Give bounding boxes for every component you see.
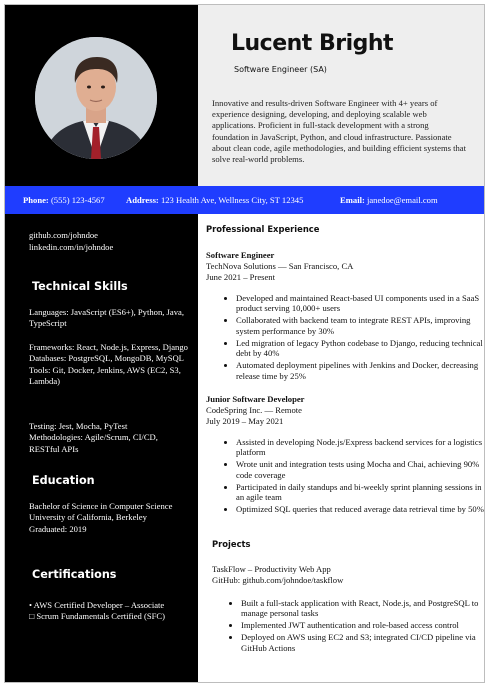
project-bullets: [223, 598, 485, 655]
skills-block-1: [29, 307, 189, 330]
phone-label: Phone:: [23, 195, 49, 205]
certification-item: • AWS Certified Developer – Associate: [29, 600, 165, 610]
list-item: • Collaborated with backend team to integrate REST APIs, improving system performance by 30%: [236, 315, 485, 336]
skills-block-3: [29, 421, 189, 455]
certifications-heading: Certifications: [32, 568, 117, 581]
contact-bar: [5, 186, 484, 214]
resume-page: [4, 4, 485, 683]
education-block: [29, 501, 189, 535]
github-link[interactable]: github.com/johndoe: [29, 230, 98, 240]
list-item: • Assisted in developing Node.js/Express backend services for a logistics platform: [236, 437, 485, 458]
skill-languages: Languages: JavaScript (ES6+), Python, Java, TypeScript: [29, 307, 184, 329]
skills-block-2: [29, 342, 189, 387]
certification-item: □ Scrum Fundamentals Certified (SFC): [29, 611, 165, 621]
summary-text: Innovative and results-driven Software Engineer with 4+ years of experience designing, developing, and deploying scalable web applications. Proficient in full-stack development with a strong foundation in JavaScript, Python, and cloud infrastructure. Passionate about clean code, agile methodologies, and building efficient systems that solve real-world problems.: [212, 98, 467, 165]
skills-heading: Technical Skills: [32, 280, 128, 293]
skill-frameworks: Frameworks: React, Node.js, Express, Django: [29, 342, 188, 352]
education-school: University of California, Berkeley: [29, 512, 147, 523]
address-value: 123 Health Ave, Wellness City, ST 12345: [160, 195, 304, 205]
profile-links: [29, 230, 113, 253]
profile-photo: [35, 37, 157, 159]
email-value[interactable]: janedoe@email.com: [366, 195, 438, 205]
list-item: • Optimized SQL queries that reduced average data retrieval time by 50%: [236, 504, 485, 514]
job-2-header: [206, 394, 476, 426]
education-graduated: Graduated: 2019: [29, 523, 87, 534]
job-1-bullets: [218, 293, 485, 383]
list-item: • Built a full-stack application with React, Node.js, and PostgreSQL to manage personal tasks: [241, 598, 485, 619]
job-1-header: [206, 250, 476, 282]
job-company: CodeSpring Inc. — Remote: [206, 404, 302, 415]
contact-address: [126, 195, 303, 205]
project-github[interactable]: GitHub: github.com/johndoe/taskflow: [212, 574, 344, 585]
certifications-list: [29, 600, 194, 622]
skill-methodologies: Methodologies: Agile/Scrum, CI/CD, RESTful APIs: [29, 432, 158, 454]
project-name: TaskFlow – Productivity Web App: [212, 564, 331, 574]
address-label: Address:: [126, 195, 159, 205]
list-item: • Led migration of legacy Python codebase to Django, reducing technical debt by 40%: [236, 338, 485, 359]
education-heading: Education: [32, 474, 95, 487]
job-dates: July 2019 – May 2021: [206, 415, 284, 426]
candidate-role: Software Engineer (SA): [234, 65, 327, 74]
candidate-name: Lucent Bright: [231, 31, 394, 56]
project-header: [212, 564, 482, 586]
skill-testing: Testing: Jest, Mocha, PyTest: [29, 421, 128, 431]
job-title: Software Engineer: [206, 250, 275, 260]
contact-email: [340, 195, 438, 205]
list-item: • Developed and maintained React-based UI components used in a SaaS product serving 10,000+ users: [236, 293, 485, 314]
list-item: • Participated in daily standups and bi-weekly sprint planning sessions in an agile team: [236, 482, 485, 503]
job-title: Junior Software Developer: [206, 394, 305, 404]
experience-heading: Professional Experience: [206, 224, 320, 234]
list-item: • Wrote unit and integration tests using Mocha and Chai, achieving 90% code coverage: [236, 459, 485, 480]
job-2-bullets: [218, 437, 485, 516]
projects-heading: Projects: [212, 539, 251, 549]
contact-phone: [23, 195, 105, 205]
linkedin-link[interactable]: linkedin.com/in/johndoe: [29, 241, 114, 252]
skill-databases: Databases: PostgreSQL, MongoDB, MySQL: [29, 353, 184, 364]
education-degree: Bachelor of Science in Computer Science: [29, 501, 173, 511]
list-item: • Implemented JWT authentication and role-based access control: [241, 620, 485, 630]
job-company: TechNova Solutions — San Francisco, CA: [206, 260, 354, 271]
list-item: • Automated deployment pipelines with Jenkins and Docker, decreasing release time by 25%: [236, 360, 485, 381]
list-item: • Deployed on AWS using EC2 and S3; integrated CI/CD pipeline via GitHub Actions: [241, 632, 485, 653]
job-dates: June 2021 – Present: [206, 271, 275, 282]
skill-tools: Tools: Git, Docker, Jenkins, AWS (EC2, S3, Lambda): [29, 364, 181, 386]
email-label: Email:: [340, 195, 365, 205]
phone-value[interactable]: (555) 123-4567: [50, 195, 105, 205]
